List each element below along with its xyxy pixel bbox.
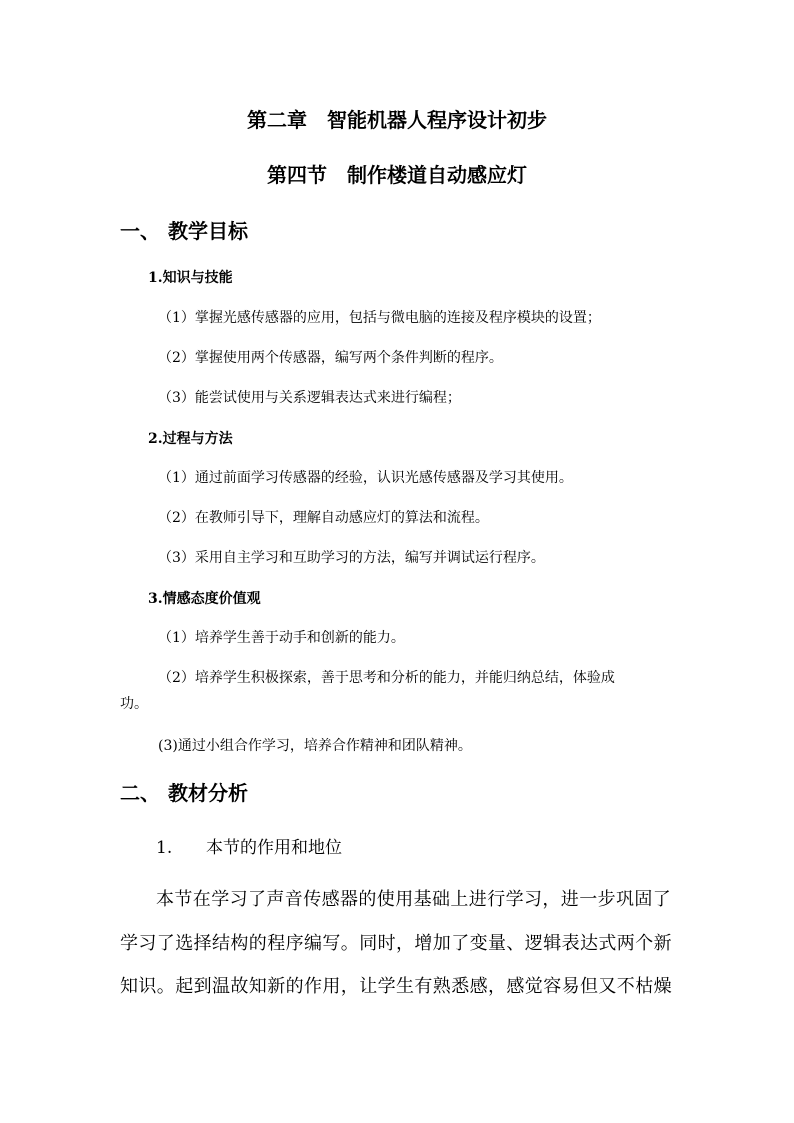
paragraph-line: 学习了选择结构的程序编写。同时，增加了变量、逻辑表达式两个新 bbox=[120, 933, 672, 954]
list-item: （2）掌握使用两个传感器，编写两个条件判断的程序。 bbox=[158, 350, 503, 366]
chapter-title: 第二章 智能机器人程序设计初步 bbox=[247, 108, 547, 132]
list-item: （2）在教师引导下，理解自动感应灯的算法和流程。 bbox=[158, 510, 489, 526]
list-item: (3)通过小组合作学习，培养合作精神和团队精神。 bbox=[158, 738, 472, 754]
heading-text: 教材分析 bbox=[168, 781, 248, 805]
list-item: （1）通过前面学习传感器的经验，认识光感传感器及学习其使用。 bbox=[158, 470, 573, 486]
heading-teaching-goals bbox=[120, 215, 248, 244]
paragraph-line: 本节在学习了声音传感器的使用基础上进行学习，进一步巩固了 bbox=[156, 889, 672, 910]
heading-number: 二、 bbox=[120, 781, 160, 805]
subheading-text: 本节的作用和地位 bbox=[206, 838, 342, 858]
list-item-continuation: 功。 bbox=[120, 696, 148, 712]
list-item: （1）掌握光感传感器的应用，包括与微电脑的连接及程序模块的设置； bbox=[158, 310, 601, 326]
heading-number: 一、 bbox=[120, 219, 160, 243]
section-title: 第四节 制作楼道自动感应灯 bbox=[267, 163, 527, 187]
heading-text: 教学目标 bbox=[168, 219, 248, 243]
subheading-role-position bbox=[156, 833, 342, 858]
subheading-knowledge-skills: 1.知识与技能 bbox=[148, 270, 233, 286]
subheading-number: 1. bbox=[156, 838, 173, 858]
heading-material-analysis bbox=[120, 777, 248, 806]
list-item: （3）采用自主学习和互助学习的方法，编写并调试运行程序。 bbox=[158, 550, 545, 566]
list-item: （2）培养学生积极探索，善于思考和分析的能力，并能归纳总结，体验成 bbox=[158, 670, 615, 686]
list-item: （3）能尝试使用与关系逻辑表达式来进行编程； bbox=[158, 390, 461, 406]
subheading-process-method: 2.过程与方法 bbox=[148, 431, 233, 447]
paragraph-line: 知识。起到温故知新的作用，让学生有熟悉感，感觉容易但又不枯燥 bbox=[120, 976, 672, 997]
list-item: （1）培养学生善于动手和创新的能力。 bbox=[158, 630, 405, 646]
subheading-emotion-values: 3.情感态度价值观 bbox=[148, 591, 261, 607]
